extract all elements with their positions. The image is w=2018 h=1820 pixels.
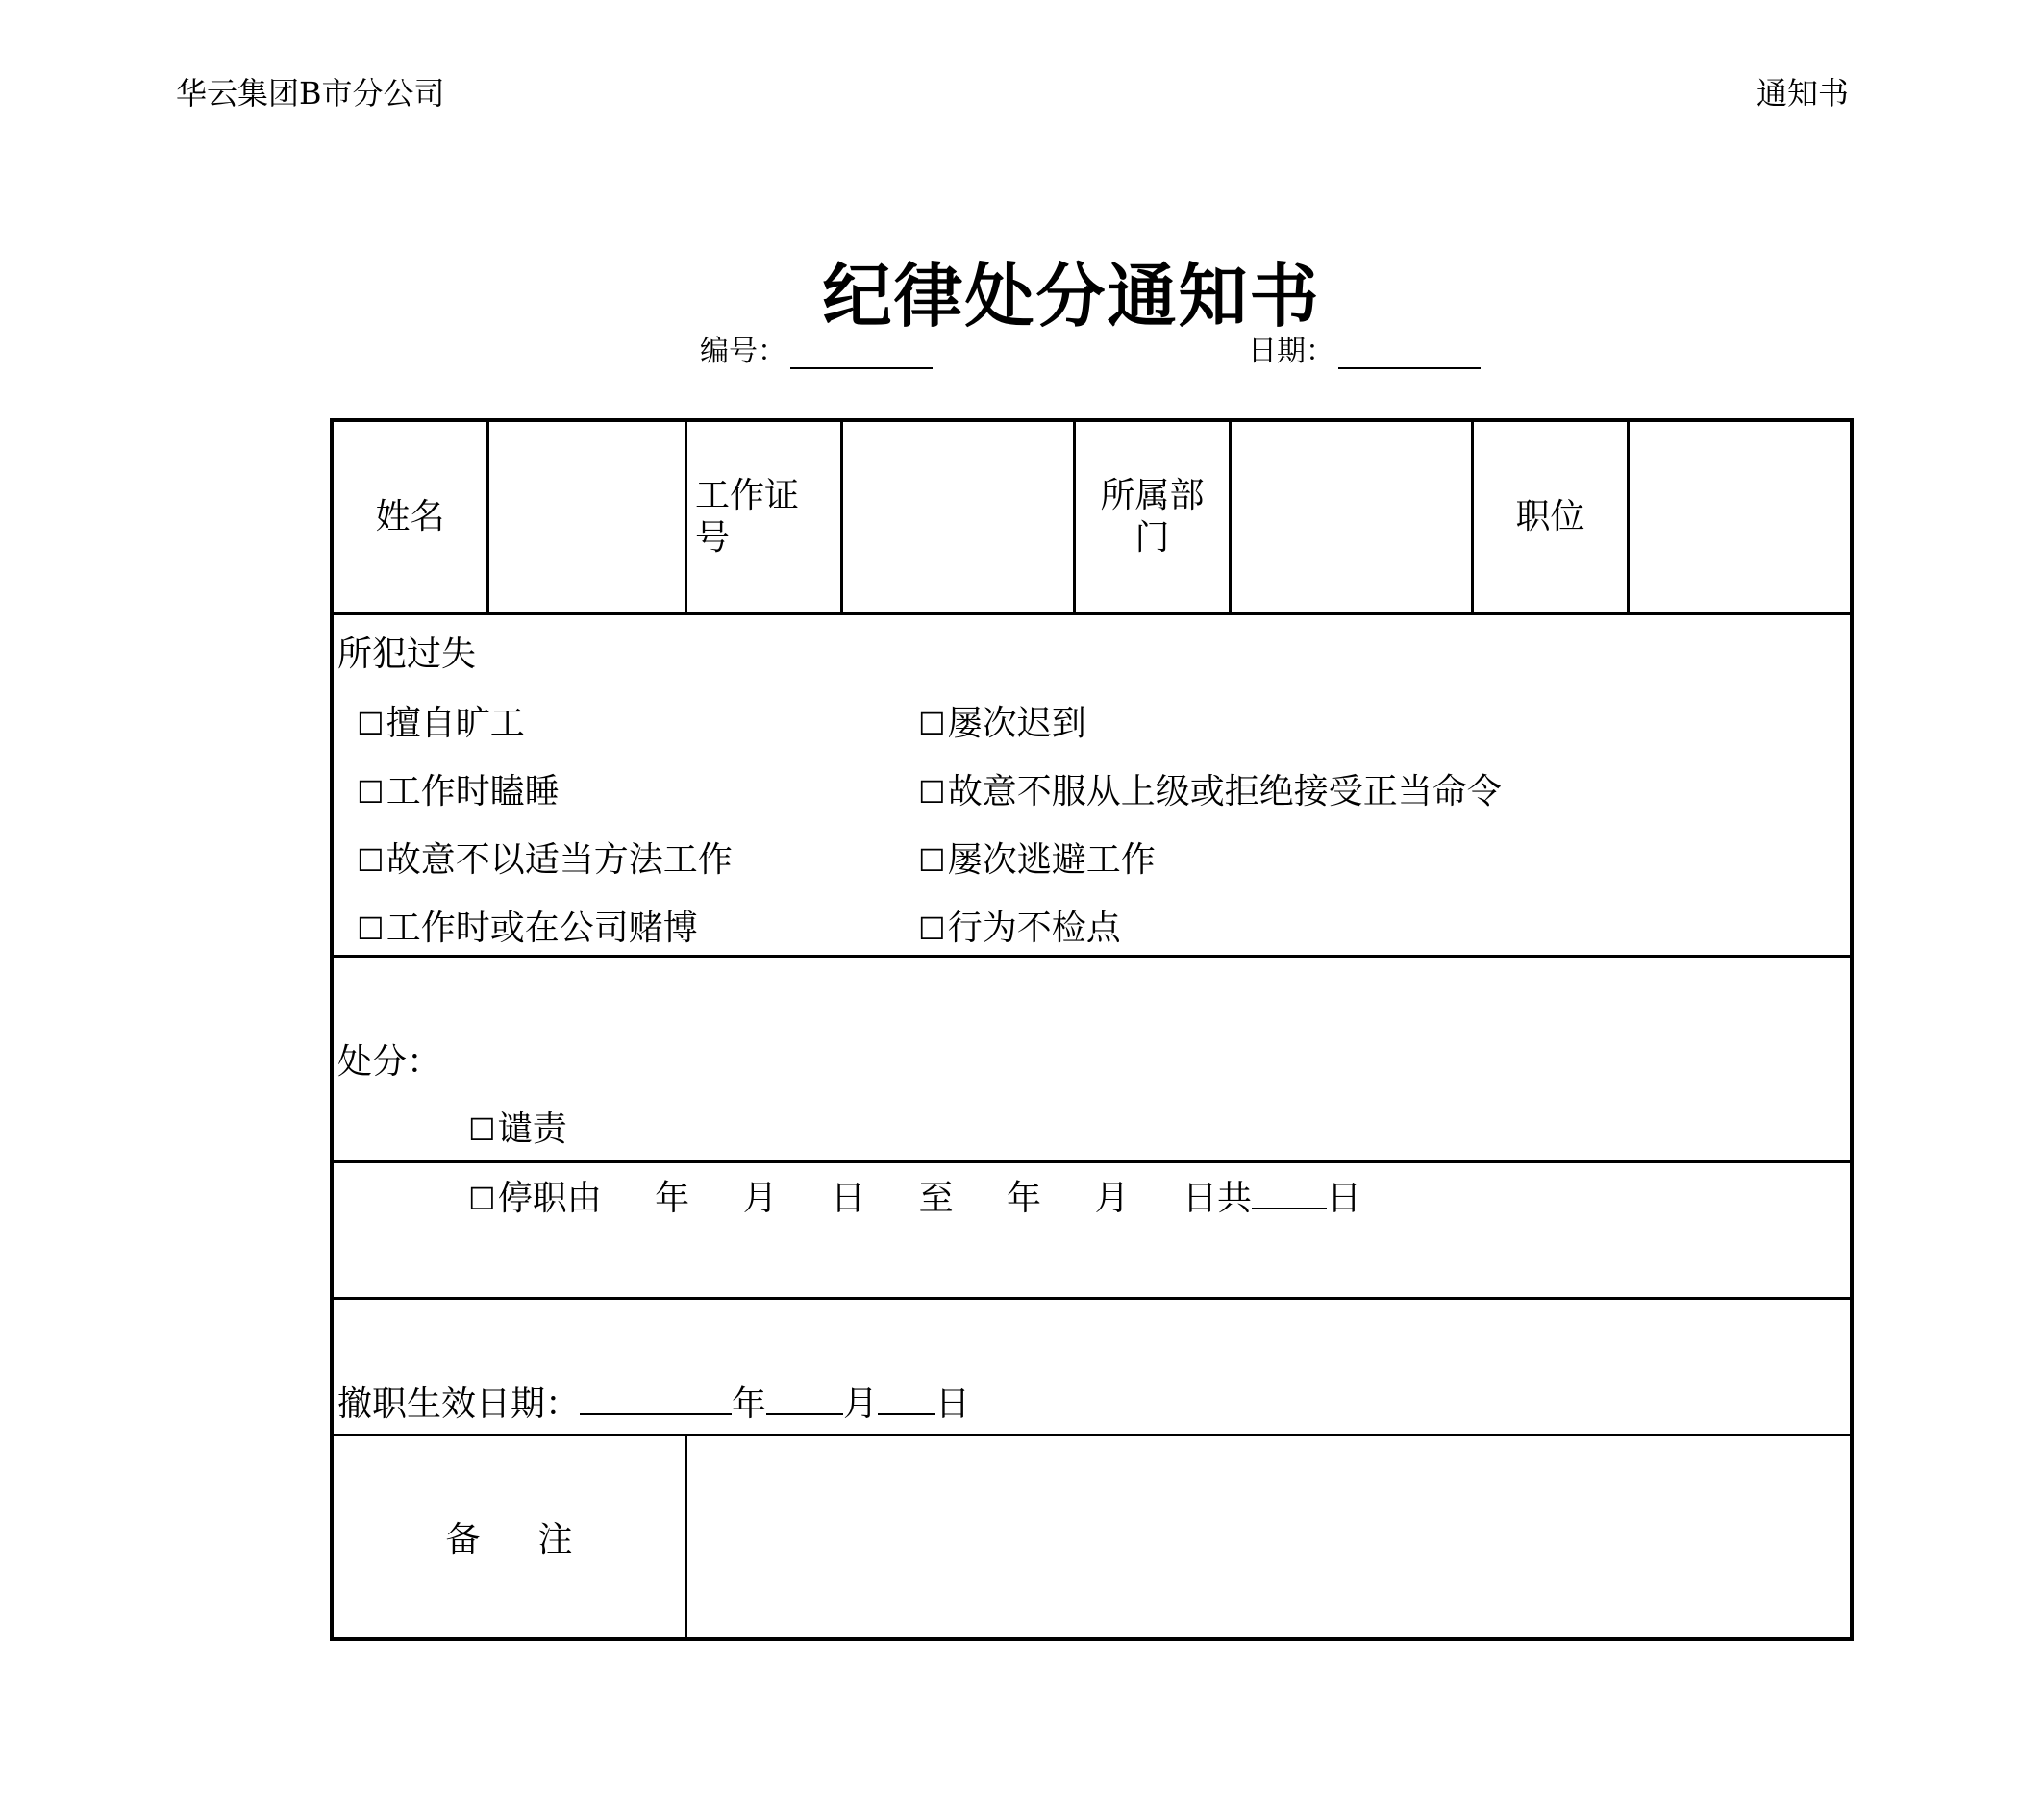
dismissal-date: 撤职生效日期： 年 月 日 <box>337 1377 970 1426</box>
suspension-option[interactable]: ☐停职由 年 月 日 至 年 月 日共 日 <box>468 1171 1361 1220</box>
notes-section <box>334 1436 1850 1637</box>
id-label: 工作证号 <box>687 422 843 612</box>
checkbox-icon[interactable]: ☐ <box>918 774 946 810</box>
fault-option[interactable]: ☐屡次逃避工作 <box>918 840 1156 880</box>
checkbox-icon[interactable]: ☐ <box>918 842 946 879</box>
faults-title: 所犯过失 <box>337 635 477 674</box>
number-blank[interactable] <box>790 337 933 369</box>
dismissal-day-blank[interactable] <box>878 1381 935 1415</box>
punishment-title: 处分： <box>337 1042 442 1082</box>
number-label: 编号： <box>700 335 786 368</box>
dismissal-year-blank[interactable] <box>580 1381 732 1415</box>
dept-label: 所属部门 <box>1076 422 1232 612</box>
name-value[interactable] <box>489 422 687 612</box>
checkbox-icon[interactable]: ☐ <box>357 842 385 879</box>
fault-option[interactable]: ☐故意不服从上级或拒绝接受正当命令 <box>918 772 1502 811</box>
date-field <box>1248 327 1481 369</box>
days-blank[interactable] <box>1252 1175 1327 1209</box>
disciplinary-form <box>330 418 1854 1641</box>
checkbox-icon[interactable]: ☐ <box>357 910 385 947</box>
checkbox-icon[interactable]: ☐ <box>918 706 946 742</box>
fault-option[interactable]: ☐屡次迟到 <box>918 704 1086 743</box>
reprimand-option[interactable]: ☐谴责 <box>468 1109 567 1149</box>
page-title: 纪律处分通知书 <box>822 255 1321 337</box>
checkbox-icon[interactable]: ☐ <box>918 910 946 947</box>
notes-label: 备 注 <box>334 1436 687 1637</box>
document-type: 通知书 <box>1756 75 1849 112</box>
punishment-section <box>334 958 1850 1163</box>
dept-value[interactable] <box>1232 422 1474 612</box>
fault-option[interactable]: ☐故意不以适当方法工作 <box>357 840 733 880</box>
checkbox-icon[interactable]: ☐ <box>357 774 385 810</box>
checkbox-icon[interactable]: ☐ <box>468 1181 496 1217</box>
id-value[interactable] <box>843 422 1076 612</box>
name-label: 姓名 <box>334 422 489 612</box>
date-label: 日期： <box>1248 335 1334 368</box>
number-field <box>700 327 933 369</box>
fault-option[interactable]: ☐行为不检点 <box>918 909 1121 948</box>
faults-section <box>334 615 1850 958</box>
date-blank[interactable] <box>1338 337 1481 369</box>
fault-option[interactable]: ☐擅自旷工 <box>357 704 525 743</box>
notes-value[interactable] <box>687 1436 1850 1637</box>
fault-option[interactable]: ☐工作时瞌睡 <box>357 772 560 811</box>
checkbox-icon[interactable]: ☐ <box>357 706 385 742</box>
suspension-section <box>334 1163 1850 1300</box>
info-row <box>334 422 1850 615</box>
checkbox-icon[interactable]: ☐ <box>468 1111 496 1148</box>
dismissal-section <box>334 1300 1850 1436</box>
fault-option[interactable]: ☐工作时或在公司赌博 <box>357 909 698 948</box>
dismissal-month-blank[interactable] <box>766 1381 843 1415</box>
position-value[interactable] <box>1630 422 1850 612</box>
position-label: 职位 <box>1474 422 1630 612</box>
company-name: 华云集团B市分公司 <box>176 75 445 112</box>
